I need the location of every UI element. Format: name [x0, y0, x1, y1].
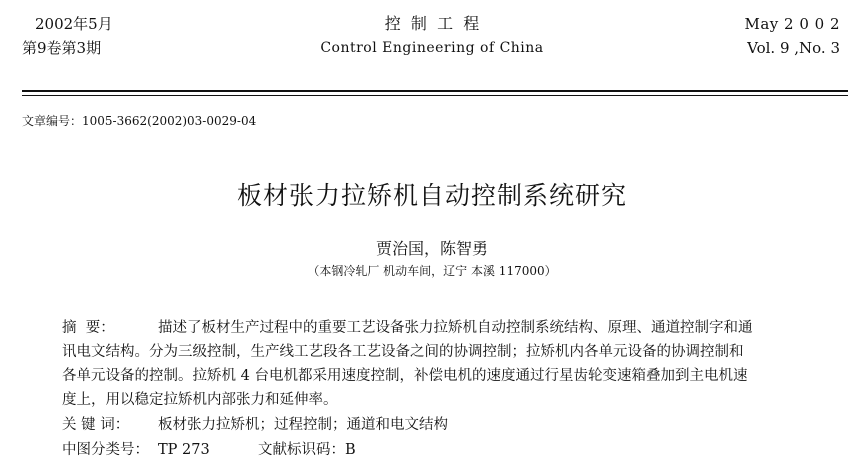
article-number: 文章编号：1005-3662(2002)03-0029-04	[22, 114, 257, 128]
paper-title: 板材张力拉矫机自动控制系统研究	[236, 181, 627, 210]
classification	[62, 438, 822, 462]
affiliation: （本钢冷轧厂 机动车间，辽宁 本溪 117000）	[307, 264, 557, 278]
header-rule-thick	[22, 90, 848, 92]
keywords-text: 板材张力拉矫机；过程控制；通道和电文结构	[158, 417, 448, 433]
authors: 贾治国，陈智勇	[375, 239, 488, 258]
classification-value: TP 273	[158, 442, 210, 458]
abstract-line: 度上，用以稳定拉矫机内部张力和延伸率。	[62, 392, 338, 408]
abstract-line: 描述了板材生产过程中的重要工艺设备张力拉矫机自动控制系统结构、原理、通道控制字和通	[158, 320, 753, 336]
header-date-right: May 2 0 0 2	[744, 15, 840, 33]
classification-label: 中图分类号：	[62, 442, 149, 458]
abstract	[62, 316, 822, 412]
header-rule-thin	[22, 95, 848, 96]
abstract-line: 各单元设备的控制。拉矫机 4 台电机都采用速度控制，补偿电机的速度通过行星齿轮变速箱叠加到主电机速	[62, 368, 748, 384]
abstract-label: 摘 要：	[62, 320, 115, 336]
header-date-left: 2002年5月	[35, 15, 113, 33]
journal-title-en: Control Engineering of China	[320, 40, 544, 56]
header-volume-left: 第9卷第3期	[22, 39, 102, 57]
doc-code-label: 文献标识码：	[258, 442, 345, 458]
abstract-line: 讯电文结构。分为三级控制，生产线工艺段各工艺设备之间的协调控制；拉矫机内各单元设备的协调控制和	[62, 344, 744, 360]
keywords-label: 关 键 词：	[62, 417, 130, 433]
header-volume-right: Vol. 9 ,No. 3	[747, 39, 840, 57]
doc-code-value: B	[345, 442, 356, 458]
journal-title-cn: 控 制 工 程	[384, 14, 480, 33]
keywords	[62, 413, 822, 437]
